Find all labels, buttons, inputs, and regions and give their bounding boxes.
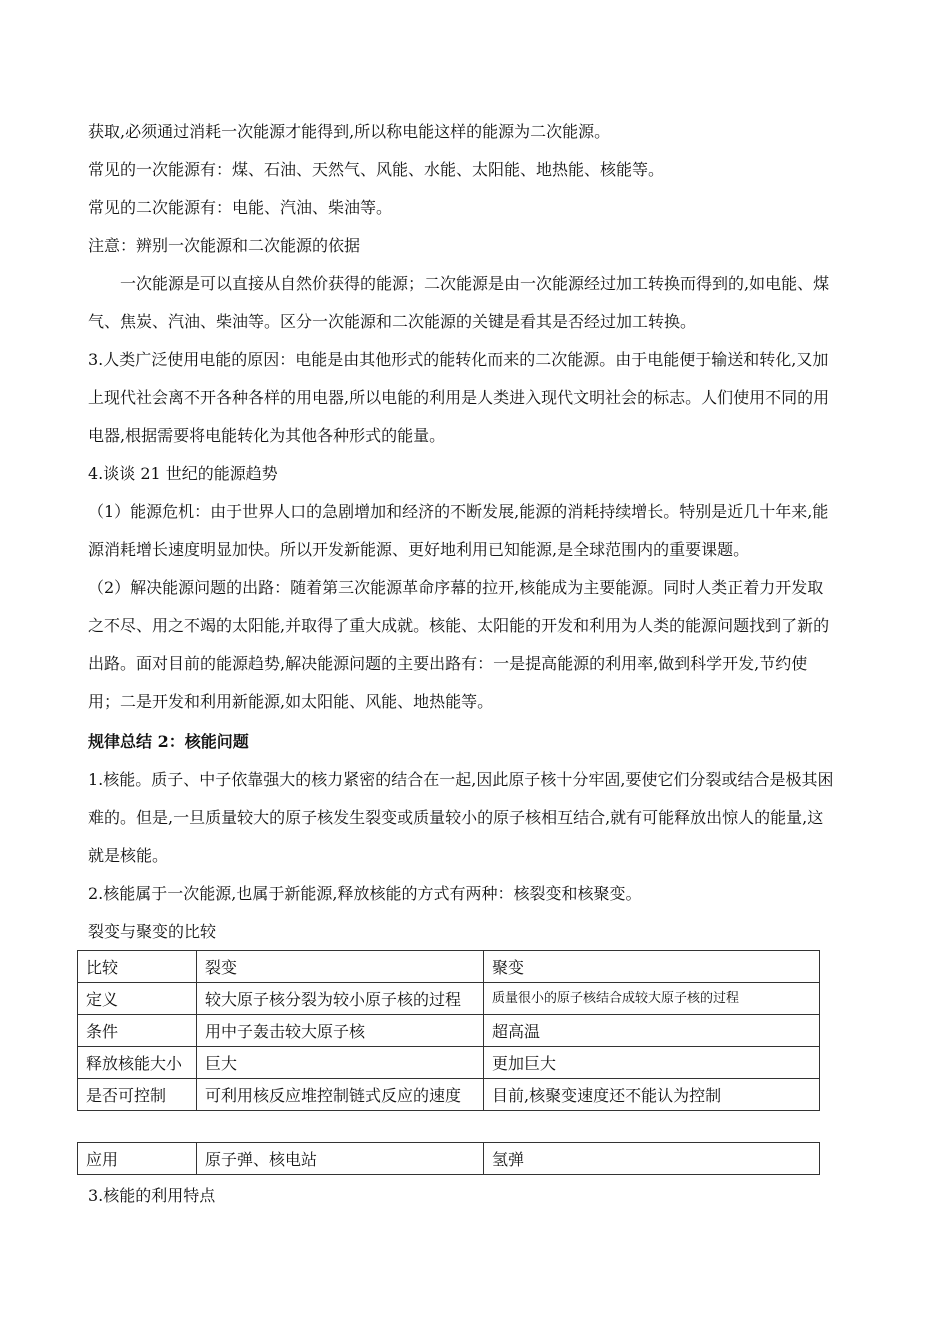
table-cell: 裂变	[197, 951, 484, 983]
paragraph: 3.人类广泛使用电能的原因：电能是由其他形式的能转化而来的二次能源。由于电能便于输送和转化,又加	[88, 350, 829, 369]
table-row	[78, 1143, 820, 1175]
table-cell: 比较	[78, 951, 197, 983]
paragraph: （2）解决能源问题的出路：随着第三次能源革命序幕的拉开,核能成为主要能源。同时人类正着力开发取	[88, 578, 824, 597]
paragraph: 源消耗增长速度明显加快。所以开发新能源、更好地利用已知能源,是全球范围内的重要课题。	[88, 540, 750, 559]
comparison-table-continued	[77, 1142, 820, 1175]
paragraph: 2.核能属于一次能源,也属于新能源,释放核能的方式有两种：核裂变和核聚变。	[88, 884, 642, 903]
paragraph: 之不尽、用之不竭的太阳能,并取得了重大成就。核能、太阳能的开发和利用为人类的能源问题找到了新的	[88, 616, 830, 635]
paragraph: 常见的二次能源有：电能、汽油、柴油等。	[88, 198, 393, 217]
table-cell: 较大原子核分裂为较小原子核的过程	[197, 983, 484, 1015]
paragraph: 用；二是开发和利用新能源,如太阳能、风能、地热能等。	[88, 692, 494, 711]
table-cell: 用中子轰击较大原子核	[197, 1015, 484, 1047]
paragraph: 获取,必须通过消耗一次能源才能得到,所以称电能这样的能源为二次能源。	[88, 122, 611, 141]
summary-heading: 规律总结 2：核能问题	[88, 732, 249, 751]
table-cell: 原子弹、核电站	[197, 1143, 484, 1175]
table-row	[78, 983, 820, 1015]
paragraph: 1.核能。质子、中子依靠强大的核力紧密的结合在一起,因此原子核十分牢固,要使它们分裂或结合是极其困	[88, 770, 834, 789]
table-cell: 超高温	[484, 1015, 820, 1047]
table-cell: 定义	[78, 983, 197, 1015]
paragraph: 上现代社会离不开各种各样的用电器,所以电能的利用是人类进入现代文明社会的标志。人们使用不同的用	[88, 388, 830, 407]
table-cell: 聚变	[484, 951, 820, 983]
table-cell: 是否可控制	[78, 1079, 197, 1111]
paragraph: 电器,根据需要将电能转化为其他各种形式的能量。	[88, 426, 446, 445]
paragraph: 难的。但是,一旦质量较大的原子核发生裂变或质量较小的原子核相互结合,就有可能释放出惊人的能量,这	[88, 808, 824, 827]
paragraph: 常见的一次能源有：煤、石油、天然气、风能、水能、太阳能、地热能、核能等。	[88, 160, 665, 179]
comparison-table	[77, 950, 820, 1111]
table-caption: 裂变与聚变的比较	[88, 922, 217, 941]
table-cell: 可利用核反应堆控制链式反应的速度	[197, 1079, 484, 1111]
paragraph: （1）能源危机：由于世界人口的急剧增加和经济的不断发展,能源的消耗持续增长。特别是近几十年来,能	[88, 502, 829, 521]
table-cell: 质量很小的原子核结合成较大原子核的过程	[484, 983, 820, 1015]
table-cell: 目前,核聚变速度还不能认为控制	[484, 1079, 820, 1111]
table-cell: 释放核能大小	[78, 1047, 197, 1079]
paragraph: 出路。面对目前的能源趋势,解决能源问题的主要出路有：一是提高能源的利用率,做到科学开发,节约使	[88, 654, 808, 673]
paragraph: 就是核能。	[88, 846, 169, 865]
table-row	[78, 1015, 820, 1047]
table-row	[78, 951, 820, 983]
table-cell: 应用	[78, 1143, 197, 1175]
table-cell: 条件	[78, 1015, 197, 1047]
paragraph: 一次能源是可以直接从自然价获得的能源；二次能源是由一次能源经过加工转换而得到的,如电能、煤	[120, 274, 830, 293]
table-cell: 巨大	[197, 1047, 484, 1079]
table-cell: 更加巨大	[484, 1047, 820, 1079]
section-heading: 4.谈谈 21 世纪的能源趋势	[88, 464, 278, 483]
table-cell: 氢弹	[484, 1143, 820, 1175]
section-heading: 3.核能的利用特点	[88, 1186, 216, 1205]
table-row	[78, 1047, 820, 1079]
note-heading: 注意：辨别一次能源和二次能源的依据	[88, 236, 361, 255]
paragraph: 气、焦炭、汽油、柴油等。区分一次能源和二次能源的关键是看其是否经过加工转换。	[88, 312, 697, 331]
table-row	[78, 1079, 820, 1111]
